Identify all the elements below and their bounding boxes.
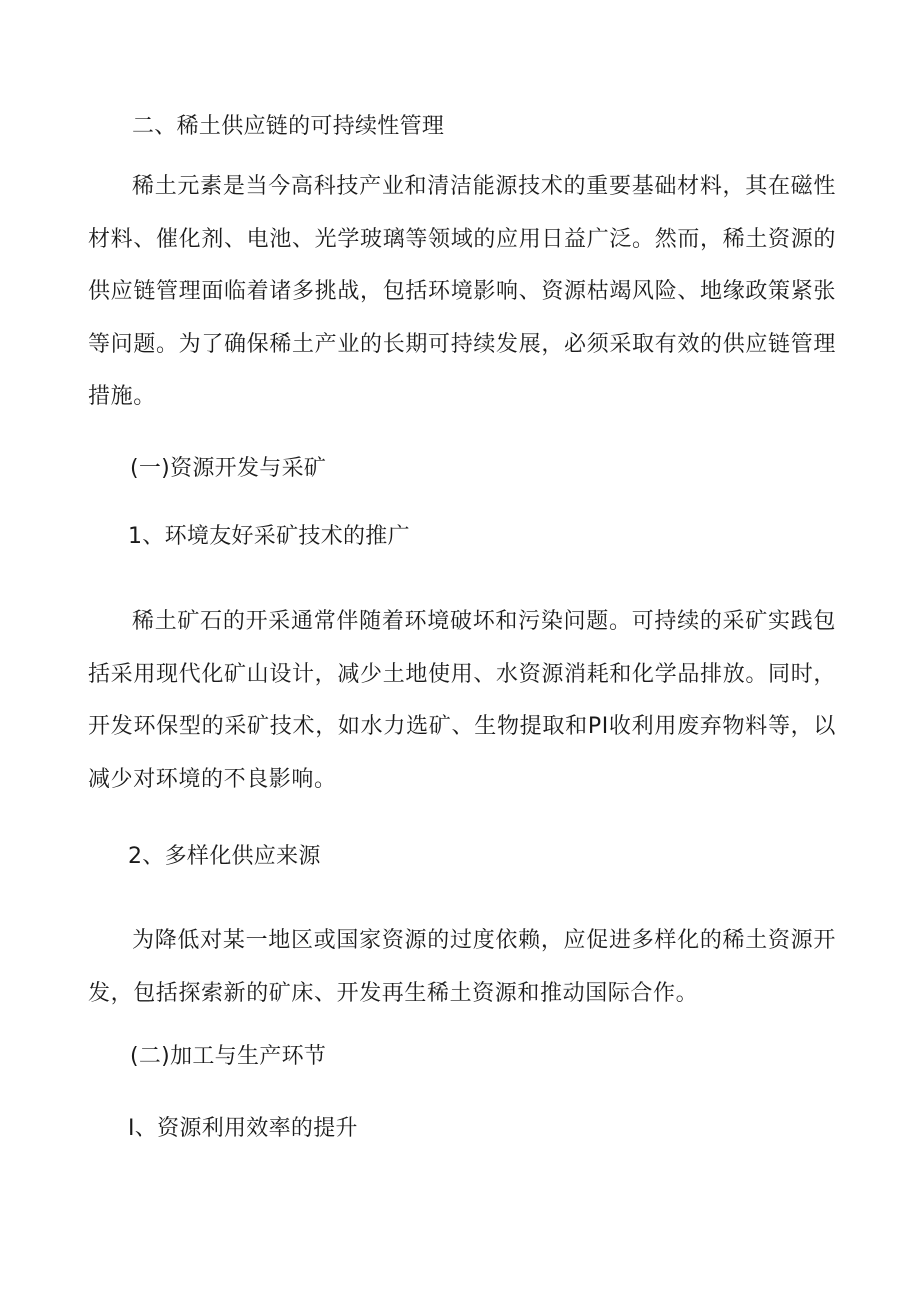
subsection-1-title: (一)资源开发与采矿 xyxy=(130,456,327,481)
subsection-2-title: (二)加工与生产环节 xyxy=(130,1044,327,1069)
section-title: 二、稀土供应链的可持续性管理 xyxy=(132,114,445,139)
item-1-2-title: 2、多样化供应来源 xyxy=(128,844,321,869)
item-1-2-paragraph: 为降低对某一地区或国家资源的过度依赖，应促进多样化的稀土资源开发，包括探索新的矿床、开发再生稀土资源和推动国际合作。 xyxy=(88,928,836,1006)
item-1-1-title: 1、环境友好采矿技术的推广 xyxy=(128,524,410,549)
item-1-1-paragraph: 稀土矿石的开采通常伴随着环境破坏和污染问题。可持续的采矿实践包括采用现代化矿山设计，减少土地使用、水资源消耗和化学品排放。同时，开发环保型的采矿技术，如水力选矿、生物提取和PI收利用废弃物料等，以减少对环境的不良影响。 xyxy=(88,609,836,792)
intro-paragraph: 稀土元素是当今高科技产业和清洁能源技术的重要基础材料，其在磁性材料、催化剂、电池、光学玻璃等领域的应用日益广泛。然而，稀土资源的供应链管理面临着诸多挑战，包括环境影响、资源枯竭风险、地缘政策紧张等问题。为了确保稀土产业的长期可持续发展，必须采取有效的供应链管理措施。 xyxy=(88,174,836,409)
item-2-1-title: I、资源利用效率的提升 xyxy=(128,1116,358,1141)
